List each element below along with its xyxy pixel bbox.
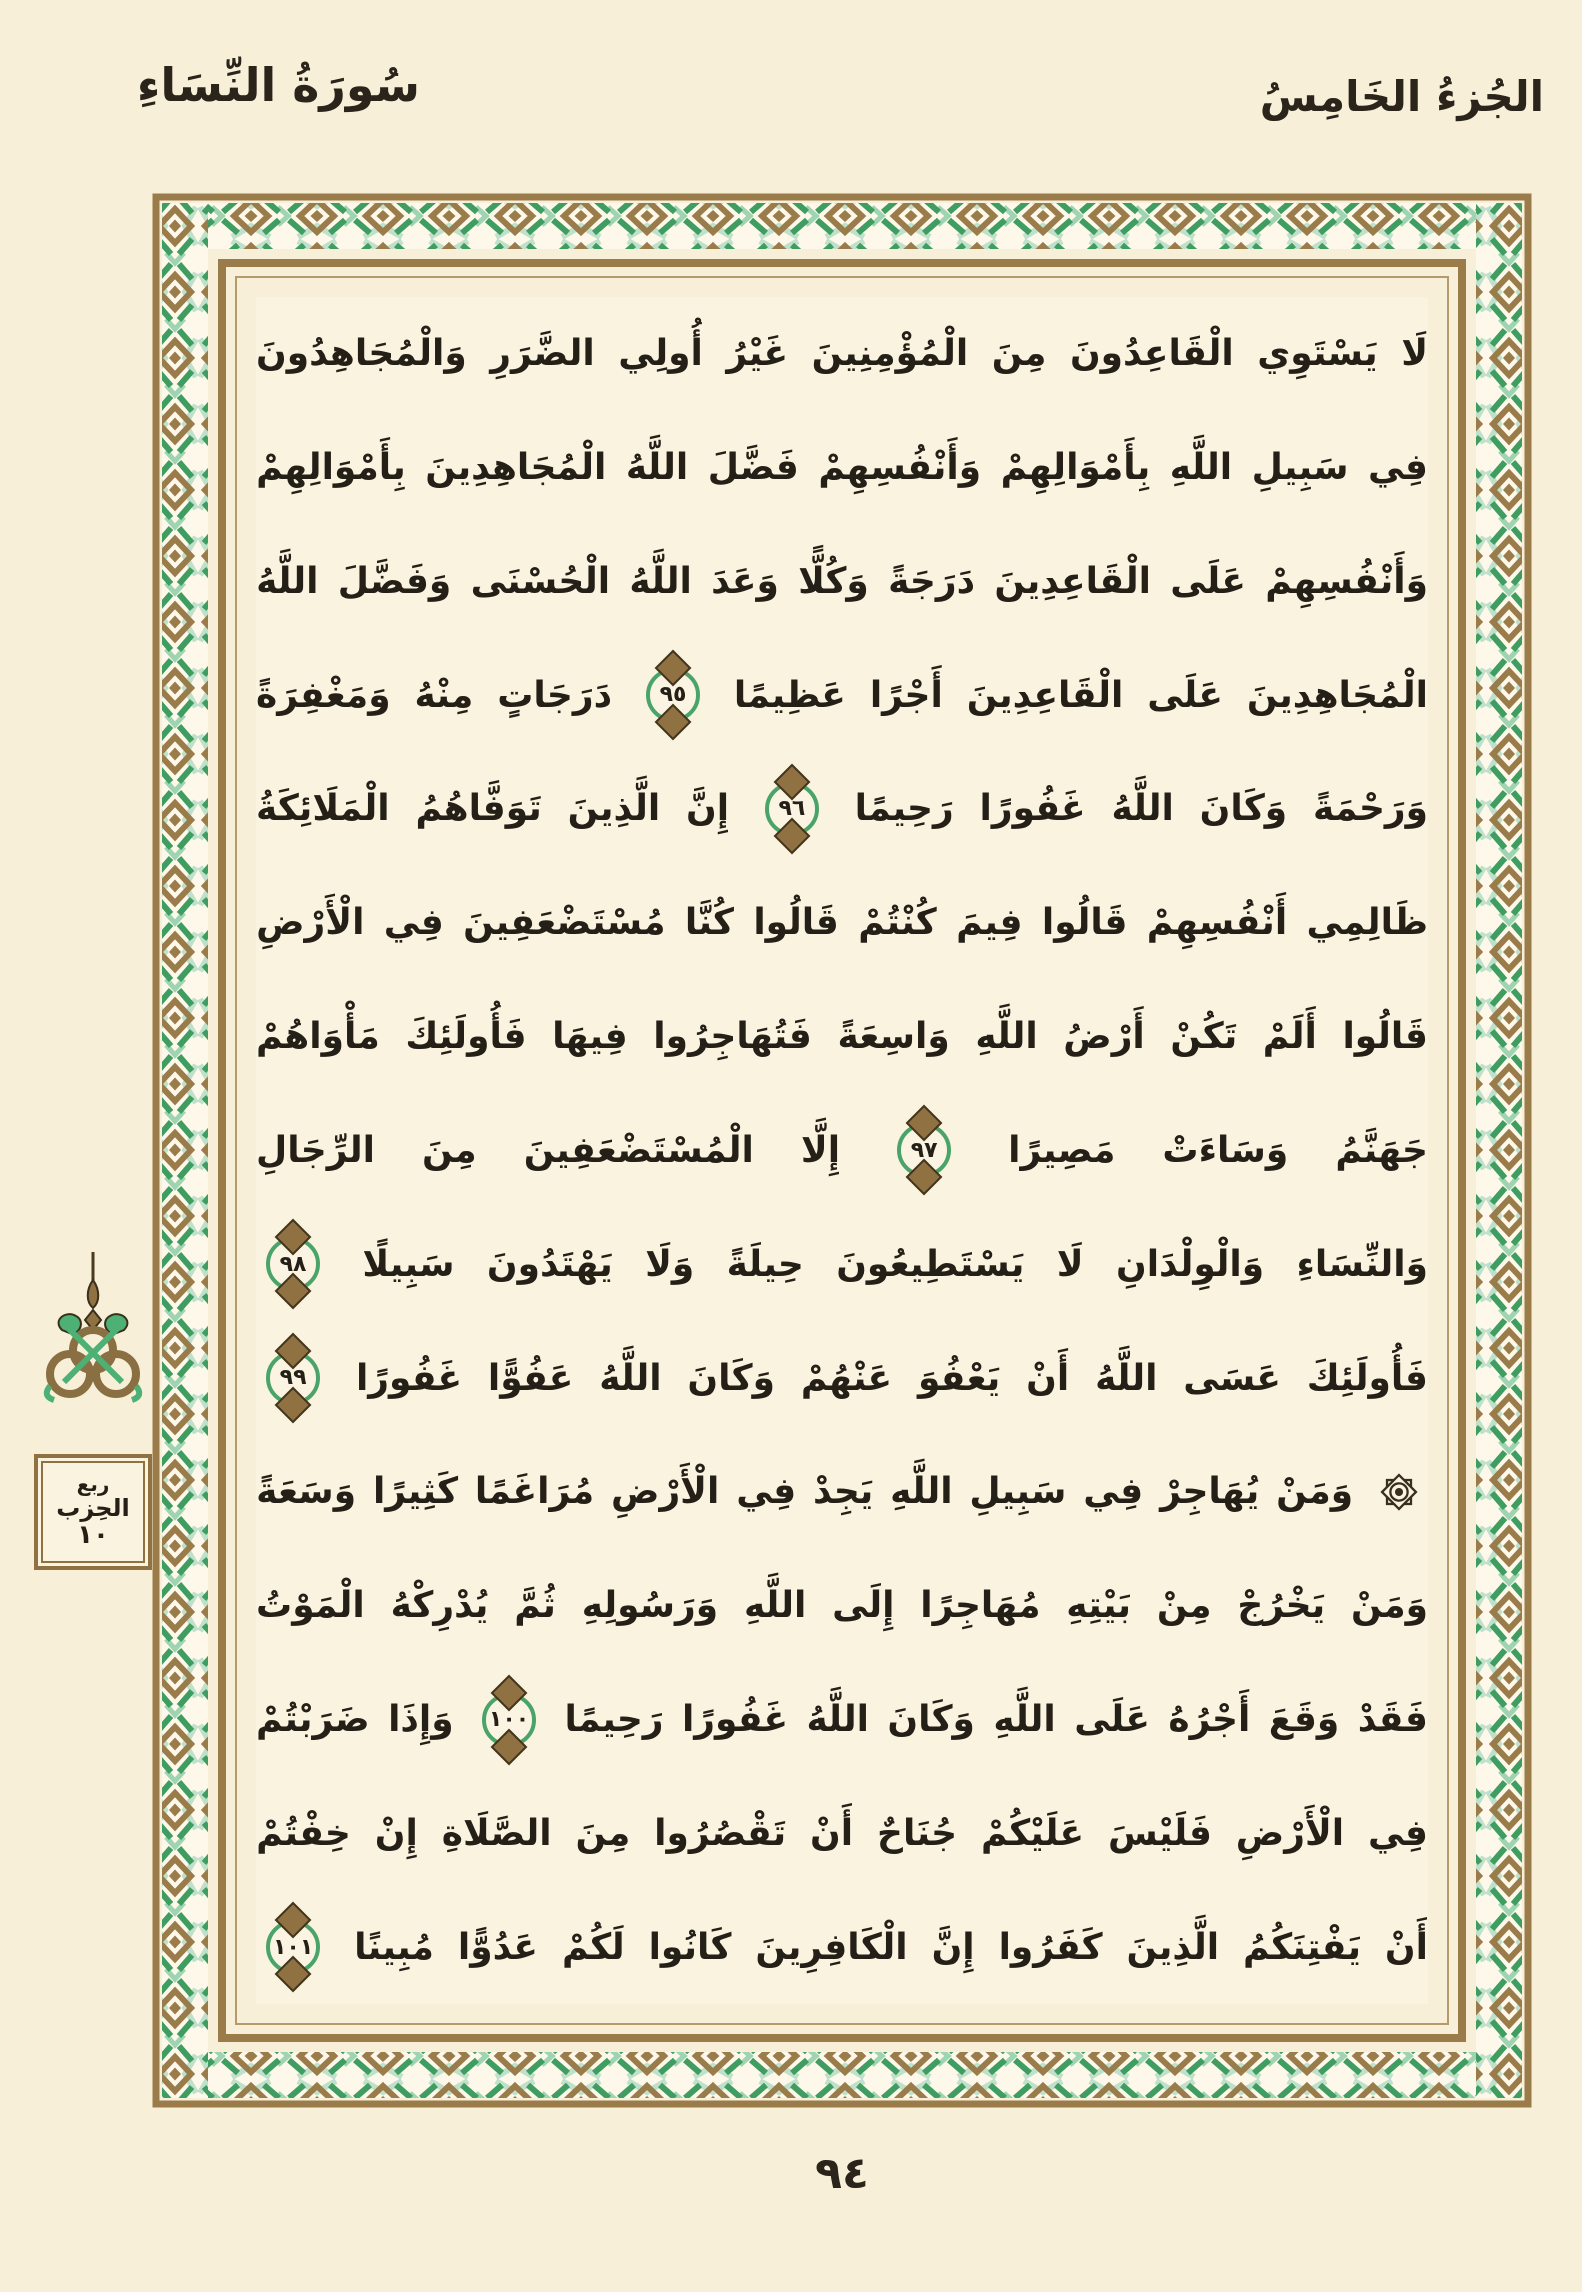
quran-word: بِأَمْوَالِهِمْ <box>1000 446 1151 488</box>
quran-word: عَدُوًّا <box>457 1926 539 1968</box>
quran-word: الْأَرْضِ <box>256 902 365 944</box>
quran-word: غَفُورًا <box>979 788 1086 830</box>
verse-number-medallion <box>482 1693 536 1747</box>
quran-line <box>256 297 1428 410</box>
quran-word: يَفْتِنَكُمُ <box>1243 1926 1361 1968</box>
quran-word: الَّذِينَ <box>567 788 661 830</box>
quran-word: وَإِذَا <box>388 1699 454 1741</box>
quran-word: إِلَى <box>832 1585 895 1627</box>
quran-word: فِي <box>1368 1812 1428 1854</box>
quran-word: اللَّهُ <box>1095 1357 1158 1399</box>
quran-text-lines <box>256 297 1428 2004</box>
verse-number-medallion <box>765 782 819 836</box>
quran-line <box>256 525 1428 638</box>
quran-word: إِنْ <box>374 1812 418 1854</box>
quran-word: وَرَحْمَةً <box>1312 788 1428 830</box>
quran-word: كُنْتُمْ <box>858 902 937 944</box>
quran-word: فِي <box>736 1471 797 1513</box>
quran-word: وَأَنْفُسِهِمْ <box>1265 560 1428 602</box>
quran-line <box>256 1549 1428 1662</box>
quran-word: بِأَمْوَالِهِمْ <box>256 446 406 488</box>
quran-word: الرِّجَالِ <box>256 1129 375 1171</box>
hizb-star-icon <box>1376 1469 1422 1515</box>
quran-word: بَيْتِهِ <box>1066 1585 1132 1627</box>
quran-word: لَا <box>1056 1243 1084 1285</box>
quran-word: اللَّهُ <box>625 446 689 488</box>
quran-word: اللَّهِ <box>890 1471 953 1513</box>
quran-word: أَنْفُسِهِمْ <box>1146 902 1288 944</box>
quran-word: عَلَى <box>1170 560 1246 602</box>
quran-word: وَفَضَّلَ <box>337 560 452 602</box>
quran-word: يَعْفُوَ <box>917 1357 1001 1399</box>
quran-line <box>256 980 1428 1093</box>
quran-word: جَهَنَّمُ <box>1335 1129 1428 1171</box>
quran-word: فَقَدْ <box>1357 1699 1428 1741</box>
quran-word: وَكَانَ <box>1199 788 1288 830</box>
quran-word: عَلَيْكُمْ <box>981 1812 1085 1854</box>
verse-number: ٩٩ <box>279 1365 307 1391</box>
quran-word: تَوَفَّاهُمُ <box>415 788 542 830</box>
verse-number: ٩٧ <box>910 1137 938 1163</box>
quran-word: وَسَعَةً <box>256 1471 357 1513</box>
quran-word: وَكُلًّا <box>798 560 869 602</box>
quran-word: إِنَّ <box>686 788 730 830</box>
quran-word: وَمَنْ <box>1276 1471 1354 1513</box>
quran-line <box>256 1663 1428 1776</box>
verse-number-medallion <box>266 1237 320 1291</box>
verse-number-medallion <box>646 668 700 722</box>
quran-word: عَلَى <box>1147 674 1223 716</box>
quran-word: مِنَ <box>575 1812 631 1854</box>
verse-number: ٩٨ <box>279 1251 307 1277</box>
surah-title: سُورَةُ النِّسَاءِ <box>136 58 420 112</box>
quran-word: أَلَمْ <box>1262 1016 1317 1058</box>
quran-word: مِنَ <box>422 1129 477 1171</box>
quran-word: عَنْهُمْ <box>800 1357 893 1399</box>
quran-line <box>256 1208 1428 1321</box>
quran-word: يَسْتَطِيعُونَ <box>836 1243 1025 1285</box>
quran-word: ضَرَبْتُمْ <box>256 1699 370 1741</box>
quran-word: الصَّلَاةِ <box>441 1812 552 1854</box>
quran-word: اللَّهُ <box>1111 788 1174 830</box>
quran-word: يَجِدْ <box>813 1471 874 1513</box>
quran-word: سَبِيلًا <box>362 1243 455 1285</box>
quran-word: الْمَلَائِكَةُ <box>256 788 390 830</box>
quran-word: مُرَاغَمًا <box>474 1471 595 1513</box>
verse-number-medallion <box>266 1920 320 1974</box>
quran-word: يُدْرِكْهُ <box>390 1585 489 1627</box>
quran-word: رَحِيمًا <box>564 1699 664 1741</box>
quran-word: لَا <box>1401 333 1428 374</box>
quran-word: وَرَسُولِهِ <box>581 1585 719 1627</box>
quran-word: لَكُمْ <box>561 1926 625 1968</box>
quran-word: مِنْهُ <box>414 674 474 716</box>
quran-word: كُنَّا <box>684 902 734 944</box>
rub-label-line2: الحِزب <box>56 1494 130 1522</box>
quran-word: مِنَ <box>991 333 1047 374</box>
quran-word: فِيمَ <box>956 902 1023 944</box>
rub-marker-box <box>34 1454 152 1570</box>
quran-word: وَلَا <box>645 1243 695 1285</box>
quran-word: سَبِيلِ <box>969 1471 1067 1513</box>
quran-word: الْقَاعِدِينَ <box>994 560 1151 602</box>
quran-word: وَالْوِلْدَانِ <box>1115 1243 1265 1285</box>
quran-word: دَرَجَاتٍ <box>497 674 613 716</box>
quran-word: مُسْتَضْعَفِينَ <box>463 902 666 944</box>
quran-word: الْقَاعِدِينَ <box>966 674 1124 716</box>
quran-word: وَالْمُجَاهِدُونَ <box>256 333 467 374</box>
quran-word: وَقَعَ <box>1268 1699 1340 1741</box>
quran-word: الْمُجَاهِدِينَ <box>425 446 607 488</box>
quran-word: غَفُورًا <box>681 1699 789 1741</box>
quran-word: تَكُنْ <box>1170 1016 1238 1058</box>
quran-word: وَكَانَ <box>887 1699 975 1741</box>
quran-word: اللَّهِ <box>975 1016 1038 1058</box>
verse-number-medallion <box>897 1123 951 1177</box>
quran-word: اللَّهُ <box>256 560 319 602</box>
quran-word: قَالُوا <box>1041 902 1128 944</box>
quran-word: مِنْ <box>1156 1585 1212 1627</box>
verse-number-medallion <box>266 1351 320 1405</box>
quran-word: أَرْضُ <box>1063 1016 1145 1058</box>
verse-number: ١٠٠ <box>488 1706 530 1732</box>
quran-word: فِيهَا <box>552 1016 628 1058</box>
quran-word: اللَّهِ <box>1169 446 1233 488</box>
quran-word: الْمُسْتَضْعَفِينَ <box>523 1129 754 1171</box>
quran-word: مُهَاجِرًا <box>920 1585 1041 1627</box>
quran-word: غَيْرُ <box>726 333 789 374</box>
quran-word: فَضَّلَ <box>707 446 799 488</box>
rub-label-line1: ربع <box>76 1472 110 1496</box>
rub-number: ١٠ <box>77 1520 109 1551</box>
quran-word: اللَّهِ <box>743 1585 807 1627</box>
rub-al-hizb-marker <box>26 1252 160 1570</box>
quran-word: فَتُهَاجِرُوا <box>653 1016 812 1058</box>
quran-word: يَهْتَدُونَ <box>486 1243 613 1285</box>
quran-word: ظَالِمِي <box>1306 902 1428 944</box>
quran-word: اللَّهُ <box>629 560 692 602</box>
quran-word: رَحِيمًا <box>854 788 954 830</box>
quran-word: وَمَغْفِرَةً <box>256 674 391 716</box>
quran-word: الْكَافِرِينَ <box>755 1926 908 1968</box>
quran-word: قَالُوا <box>753 902 839 944</box>
quran-word: دَرَجَةً <box>888 560 976 602</box>
quran-word: خِفْتُمْ <box>256 1812 351 1854</box>
quran-word: عَلَى <box>1074 1699 1150 1741</box>
rub-knot-ornament-icon <box>26 1252 160 1448</box>
quran-word: أَنْ <box>810 1812 854 1854</box>
quran-word: عَظِيمًا <box>733 674 846 716</box>
quran-word: فِي <box>1083 1471 1144 1513</box>
quran-word: تَقْصُرُوا <box>654 1812 787 1854</box>
verse-number: ٩٥ <box>659 682 687 708</box>
quran-line <box>256 1891 1428 2004</box>
quran-word: الضَّرَرِ <box>490 333 595 374</box>
quran-word: الْمُجَاهِدِينَ <box>1246 674 1428 716</box>
quran-word: الْمَوْتُ <box>256 1585 365 1627</box>
quran-line <box>256 639 1428 752</box>
quran-word: جُنَاحٌ <box>877 1812 958 1854</box>
quran-word: الْأَرْضِ <box>611 1471 720 1513</box>
quran-word: وَأَنْفُسِهِمْ <box>818 446 982 488</box>
quran-word: فِي <box>383 902 444 944</box>
quran-word: وَكَانَ <box>687 1357 775 1399</box>
quran-word: فِي <box>1368 446 1428 488</box>
quran-word: الْأَرْضِ <box>1235 1812 1345 1854</box>
quran-word: يَسْتَوِي <box>1257 333 1378 374</box>
quran-word: مَأْوَاهُمْ <box>256 1016 380 1058</box>
juz-title: الجُزءُ الخَامِسُ <box>1259 72 1544 121</box>
quran-word: يُهَاجِرْ <box>1160 1471 1260 1513</box>
quran-word: أَنْ <box>1026 1357 1070 1399</box>
quran-word: كَثِيرًا <box>372 1471 459 1513</box>
quran-word: قَالُوا <box>1342 1016 1428 1058</box>
quran-line <box>256 1094 1428 1207</box>
quran-word: وَعَدَ <box>711 560 779 602</box>
rub-marker-box-inner <box>41 1461 145 1563</box>
quran-word: إِنَّ <box>931 1926 975 1968</box>
quran-line <box>256 1435 1428 1548</box>
quran-word: فَأُولَئِكَ <box>1306 1357 1428 1399</box>
quran-line <box>256 1322 1428 1435</box>
quran-word: يَخْرُجْ <box>1237 1585 1326 1627</box>
quran-word: أَجْرُهُ <box>1168 1699 1251 1741</box>
quran-word: غَفُورًا <box>355 1357 463 1399</box>
quran-word: فَأُولَئِكَ <box>405 1016 527 1058</box>
quran-word: إِلَّا <box>800 1129 841 1171</box>
quran-line <box>256 752 1428 865</box>
quran-word: اللَّهُ <box>806 1699 869 1741</box>
quran-word: وَسَاءَتْ <box>1162 1129 1289 1171</box>
quran-word: أَجْرًا <box>869 674 943 716</box>
quran-word: اللَّهُ <box>599 1357 662 1399</box>
quran-word: مَصِيرًا <box>1008 1129 1116 1171</box>
page-frame <box>152 193 1532 2108</box>
quran-word: عَفُوًّا <box>487 1357 574 1399</box>
quran-word: كَفَرُوا <box>998 1926 1103 1968</box>
quran-word: اللَّهِ <box>993 1699 1056 1741</box>
quran-line <box>256 411 1428 524</box>
quran-word: الَّذِينَ <box>1126 1926 1220 1968</box>
page-number: ٩٤ <box>815 2148 869 2199</box>
quran-word: الْمُؤْمِنِينَ <box>811 333 969 374</box>
quran-word: مُبِينًا <box>354 1926 434 1968</box>
quran-word: أَنْ <box>1384 1926 1428 1968</box>
quran-word: فَلَيْسَ <box>1108 1812 1212 1854</box>
verse-number: ٩٦ <box>778 796 806 822</box>
quran-line <box>256 866 1428 979</box>
quran-word: كَانُوا <box>648 1926 732 1968</box>
quran-word: سَبِيلِ <box>1251 446 1349 488</box>
quran-word: ثُمَّ <box>514 1585 556 1627</box>
quran-word: وَمَنْ <box>1350 1585 1428 1627</box>
quran-word: وَاسِعَةً <box>837 1016 950 1058</box>
quran-line <box>256 1777 1428 1890</box>
quran-word: عَسَى <box>1183 1357 1281 1399</box>
quran-word: حِيلَةً <box>726 1243 804 1285</box>
quran-word: الْحُسْنَى <box>470 560 611 602</box>
quran-word: أُولِي <box>618 333 703 374</box>
quran-word: وَالنِّسَاءِ <box>1296 1243 1428 1285</box>
verse-number: ١٠١ <box>273 1934 314 1960</box>
quran-word: الْقَاعِدُونَ <box>1069 333 1234 374</box>
